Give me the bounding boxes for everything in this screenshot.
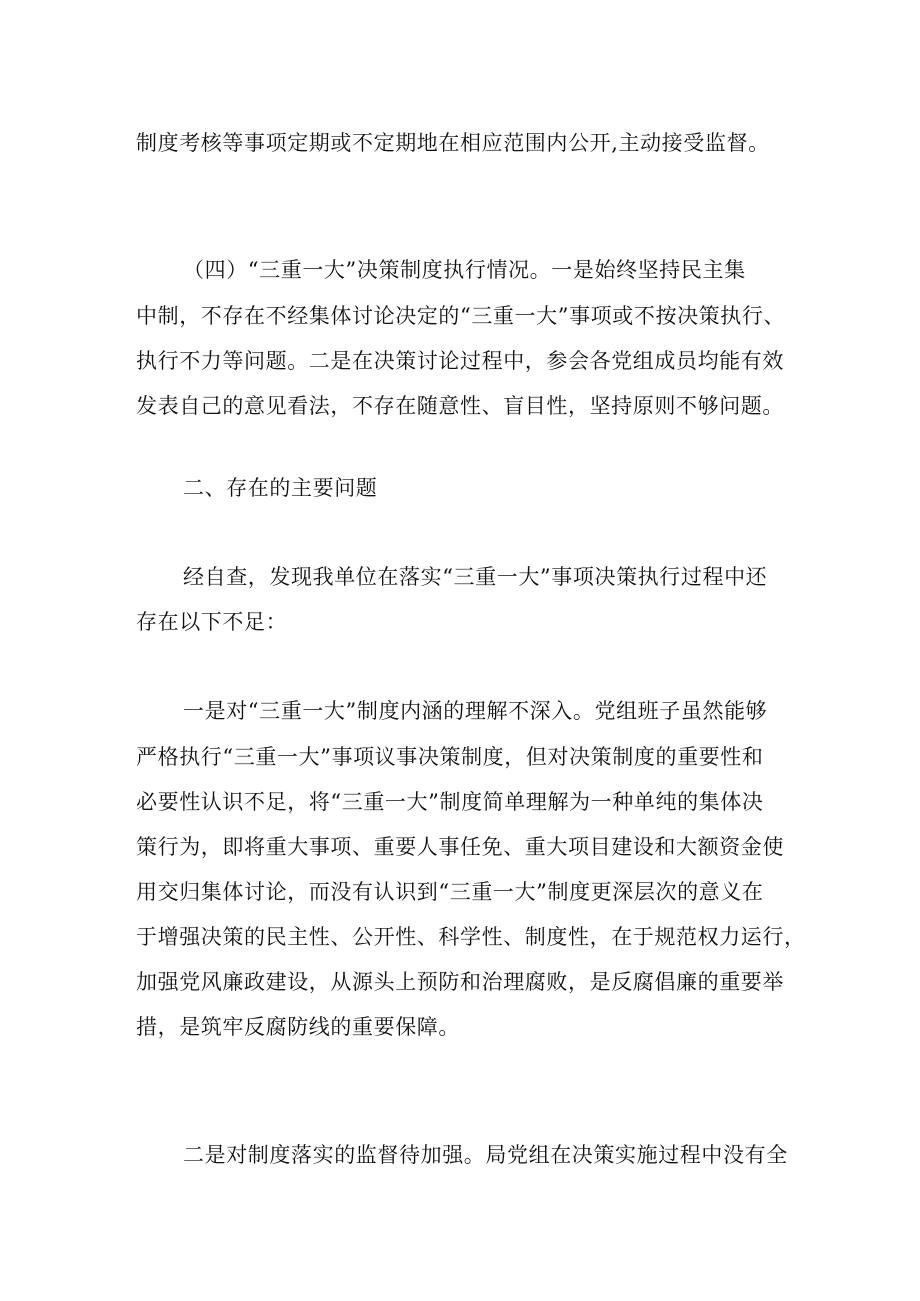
paragraph-2-line-3: 执行不力等问题。二是在决策讨论过程中，参会各党组成员均能有效 xyxy=(136,349,784,373)
paragraph-3-line-2: 存在以下不足： xyxy=(136,610,288,634)
paragraph-2-line-1: （四）“三重一大”决策制度执行情况。一是始终坚持民主集 xyxy=(183,258,746,282)
paragraph-5-line-1: 二是对制度落实的监督待加强。局党组在决策实施过程中没有全 xyxy=(183,1143,788,1167)
paragraph-4-line-4: 策行为，即将重大事项、重要人事任免、重大项目建设和大额资金使 xyxy=(136,835,784,859)
paragraph-2-line-4: 发表自己的意见看法，不存在随意性、盲目性，坚持原则不够问题。 xyxy=(136,394,784,418)
section-heading: 二、存在的主要问题 xyxy=(183,476,378,500)
paragraph-4-line-3: 必要性认识不足，将“三重一大”制度简单理解为一种单纯的集体决 xyxy=(136,790,764,814)
paragraph-4-line-1: 一是对“三重一大”制度内涵的理解不深入。党组班子虽然能够 xyxy=(183,699,768,723)
paragraph-4-line-7: 加强党风廉政建设，从源头上预防和治理腐败，是反腐倡廉的重要举 xyxy=(136,970,784,994)
paragraph-2-line-2: 中制，不存在不经集体讨论决定的“三重一大”事项或不按决策执行、 xyxy=(136,304,786,328)
paragraph-4-line-2: 严格执行“三重一大”事项议事决策制度，但对决策制度的重要性和 xyxy=(136,745,764,769)
paragraph-4-line-5: 用交归集体讨论，而没有认识到“三重一大”制度更深层次的意义在 xyxy=(136,880,764,904)
paragraph-3-line-1: 经自查，发现我单位在落实“三重一大”事项决策执行过程中还 xyxy=(183,565,768,589)
paragraph-4-line-8: 措，是筑牢反腐防线的重要保障。 xyxy=(136,1015,460,1039)
paragraph-4-line-6: 于增强决策的民主性、公开性、科学性、制度性，在于规范权力运行， xyxy=(136,925,806,949)
paragraph-1-line-1: 制度考核等事项定期或不定期地在相应范围内公开,主动接受监督。 xyxy=(136,131,770,155)
